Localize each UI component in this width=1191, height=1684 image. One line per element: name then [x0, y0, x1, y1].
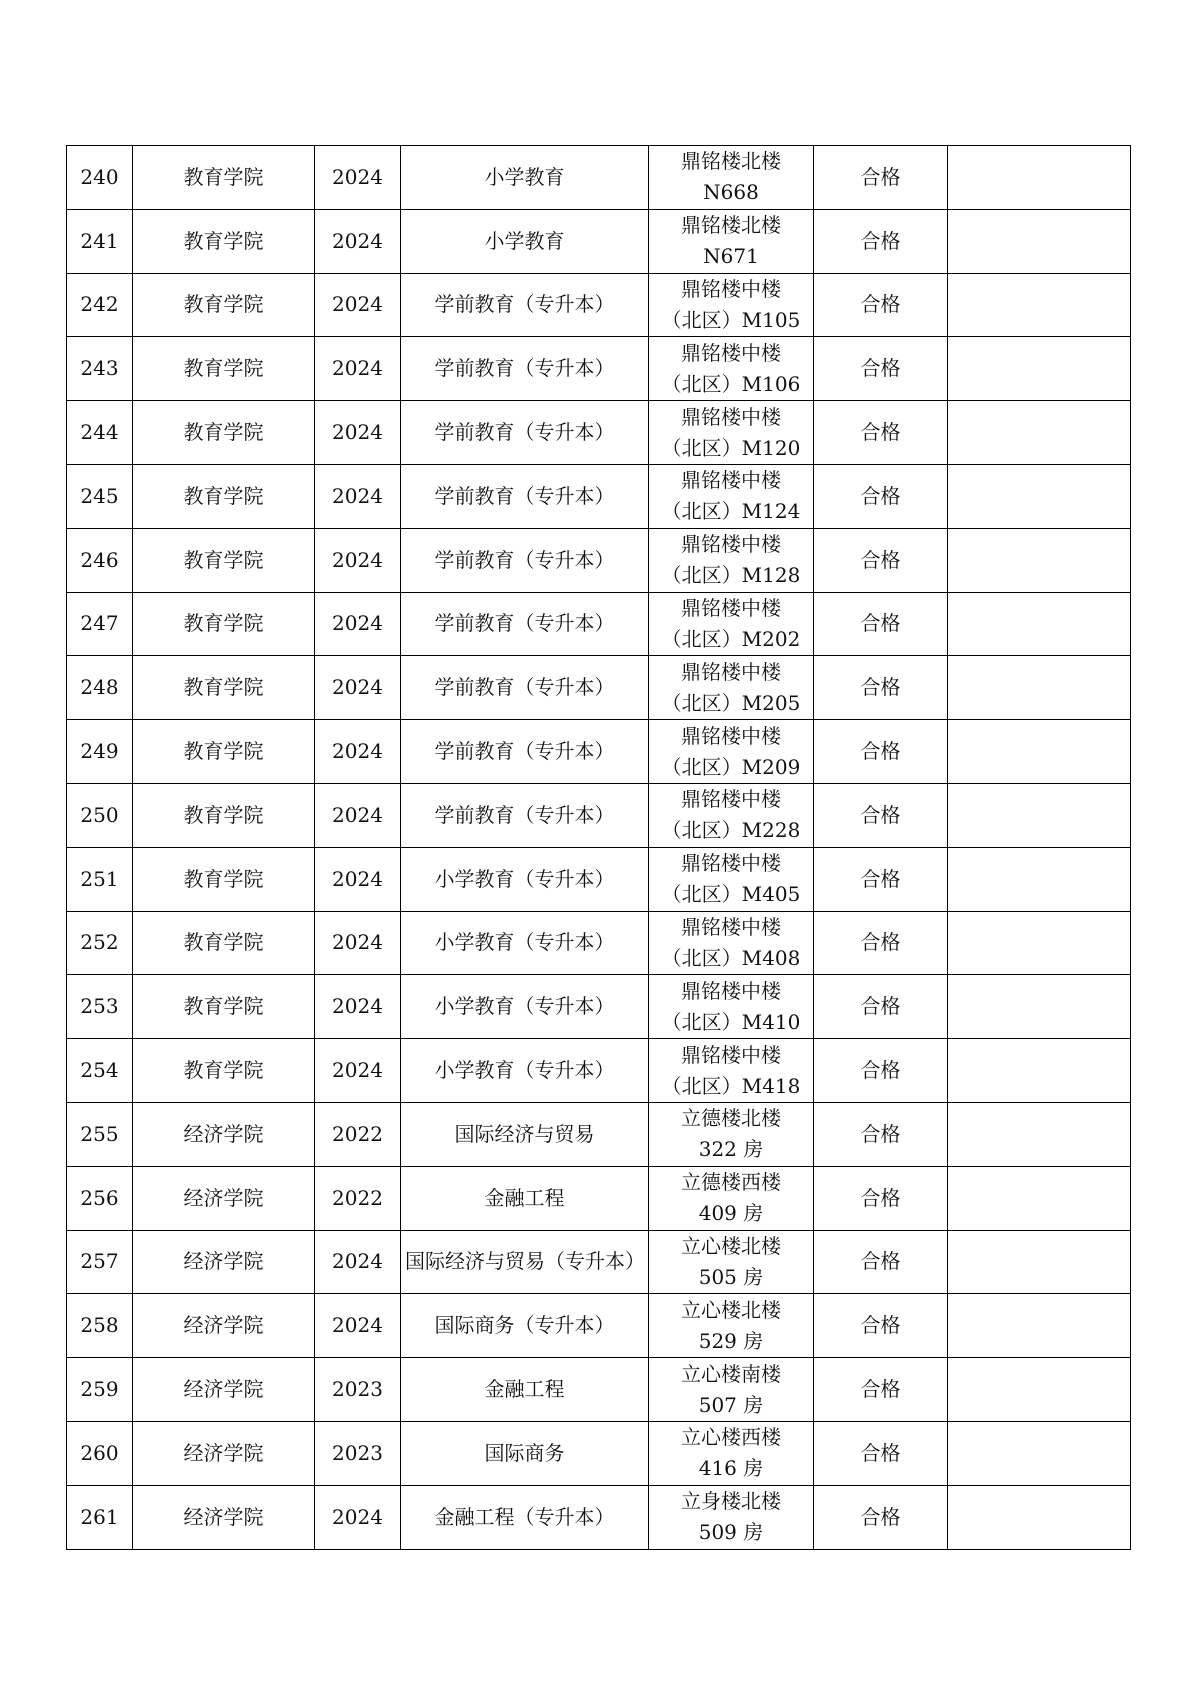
- grade-cell: 2024: [315, 847, 401, 911]
- table-row: [67, 1166, 1131, 1230]
- table-row: [67, 209, 1131, 273]
- result-cell: 合格: [814, 975, 948, 1039]
- result-cell: 合格: [814, 337, 948, 401]
- table-row: [67, 1421, 1131, 1485]
- dorm-room-cell: [649, 911, 814, 975]
- major-cell: 金融工程: [401, 1166, 649, 1230]
- note-cell: [948, 720, 1131, 784]
- dorm-room-cell: [649, 1166, 814, 1230]
- dorm-room-cell: [649, 1102, 814, 1166]
- dorm-room-number: （北区）M202: [661, 626, 801, 651]
- dorm-room-number: （北区）M410: [661, 1009, 801, 1034]
- note-cell: [948, 1039, 1131, 1103]
- grade-cell: 2024: [315, 209, 401, 273]
- table-row: [67, 1102, 1131, 1166]
- note-cell: [948, 337, 1131, 401]
- grade-cell: 2024: [315, 146, 401, 210]
- college-cell: 教育学院: [133, 528, 315, 592]
- row-number: 245: [67, 464, 133, 528]
- college-cell: 经济学院: [133, 1294, 315, 1358]
- row-number: 252: [67, 911, 133, 975]
- major-cell: 小学教育（专升本）: [401, 911, 649, 975]
- row-number: 242: [67, 273, 133, 337]
- result-cell: 合格: [814, 720, 948, 784]
- dorm-room-number: 322 房: [698, 1137, 764, 1162]
- grade-cell: 2024: [315, 911, 401, 975]
- table-row: [67, 464, 1131, 528]
- college-cell: 教育学院: [133, 464, 315, 528]
- major-cell: 学前教育（专升本）: [401, 401, 649, 465]
- table-row: [67, 401, 1131, 465]
- dorm-room-cell: [649, 273, 814, 337]
- grade-cell: 2024: [315, 1230, 401, 1294]
- table-row: [67, 146, 1131, 210]
- dorm-building: 鼎铭楼北楼: [681, 213, 781, 238]
- dorm-room-cell: [649, 528, 814, 592]
- grade-cell: 2024: [315, 401, 401, 465]
- college-cell: 教育学院: [133, 401, 315, 465]
- dorm-room-cell: [649, 847, 814, 911]
- major-cell: 国际经济与贸易（专升本）: [401, 1230, 649, 1294]
- grade-cell: 2023: [315, 1421, 401, 1485]
- college-cell: 教育学院: [133, 592, 315, 656]
- result-cell: 合格: [814, 1039, 948, 1103]
- note-cell: [948, 1485, 1131, 1549]
- college-cell: 经济学院: [133, 1230, 315, 1294]
- major-cell: 学前教育（专升本）: [401, 337, 649, 401]
- dorm-room-number: （北区）M120: [661, 435, 801, 460]
- row-number: 248: [67, 656, 133, 720]
- grade-cell: 2024: [315, 1294, 401, 1358]
- row-number: 247: [67, 592, 133, 656]
- dorm-building: 鼎铭楼北楼: [681, 149, 781, 174]
- dorm-room-cell: [649, 209, 814, 273]
- dorm-room-number: 416 房: [698, 1456, 764, 1481]
- college-cell: 教育学院: [133, 720, 315, 784]
- dorm-building: 立心楼北楼: [681, 1297, 781, 1322]
- major-cell: 小学教育: [401, 209, 649, 273]
- college-cell: 教育学院: [133, 146, 315, 210]
- result-cell: 合格: [814, 1230, 948, 1294]
- row-number: 254: [67, 1039, 133, 1103]
- row-number: 255: [67, 1102, 133, 1166]
- table-body: [67, 146, 1131, 1550]
- note-cell: [948, 464, 1131, 528]
- dorm-room-number: （北区）M105: [661, 307, 801, 332]
- note-cell: [948, 1230, 1131, 1294]
- college-cell: 经济学院: [133, 1358, 315, 1422]
- row-number: 240: [67, 146, 133, 210]
- result-cell: 合格: [814, 1102, 948, 1166]
- college-cell: 教育学院: [133, 847, 315, 911]
- row-number: 249: [67, 720, 133, 784]
- dorm-room-cell: [649, 401, 814, 465]
- major-cell: 学前教育（专升本）: [401, 783, 649, 847]
- note-cell: [948, 1166, 1131, 1230]
- result-cell: 合格: [814, 273, 948, 337]
- dorm-building: 立德楼西楼: [681, 1170, 781, 1195]
- grade-cell: 2022: [315, 1102, 401, 1166]
- major-cell: 学前教育（专升本）: [401, 592, 649, 656]
- result-cell: 合格: [814, 911, 948, 975]
- dorm-room-number: （北区）M128: [661, 563, 801, 588]
- dorm-room-cell: [649, 1039, 814, 1103]
- major-cell: 学前教育（专升本）: [401, 656, 649, 720]
- major-cell: 金融工程（专升本）: [401, 1485, 649, 1549]
- result-cell: 合格: [814, 783, 948, 847]
- note-cell: [948, 975, 1131, 1039]
- dorm-room-number: （北区）M205: [661, 690, 801, 715]
- table-row: [67, 1294, 1131, 1358]
- note-cell: [948, 592, 1131, 656]
- table-row: [67, 911, 1131, 975]
- dorm-room-number: 529 房: [698, 1328, 764, 1353]
- dorm-room-cell: [649, 720, 814, 784]
- dorm-room-cell: [649, 464, 814, 528]
- dorm-room-cell: [649, 1294, 814, 1358]
- college-cell: 教育学院: [133, 1039, 315, 1103]
- dorm-room-number: 507 房: [698, 1392, 764, 1417]
- dorm-room-cell: [649, 337, 814, 401]
- dorm-building: 鼎铭楼中楼: [681, 659, 781, 684]
- note-cell: [948, 528, 1131, 592]
- row-number: 253: [67, 975, 133, 1039]
- dorm-room-cell: [649, 1358, 814, 1422]
- dorm-building: 立身楼北楼: [681, 1489, 781, 1514]
- result-cell: 合格: [814, 1421, 948, 1485]
- table-row: [67, 592, 1131, 656]
- row-number: 260: [67, 1421, 133, 1485]
- dorm-room-number: （北区）M209: [661, 754, 801, 779]
- table-row: [67, 528, 1131, 592]
- table-row: [67, 1358, 1131, 1422]
- dorm-room-number: （北区）M106: [661, 371, 801, 396]
- dorm-building: 鼎铭楼中楼: [681, 532, 781, 557]
- note-cell: [948, 1358, 1131, 1422]
- dorm-room-number: （北区）M228: [661, 818, 801, 843]
- grade-cell: 2024: [315, 1039, 401, 1103]
- result-cell: 合格: [814, 656, 948, 720]
- dorm-room-cell: [649, 1230, 814, 1294]
- dorm-room-number: （北区）M408: [661, 945, 801, 970]
- result-cell: 合格: [814, 401, 948, 465]
- dorm-building: 立心楼北楼: [681, 1233, 781, 1258]
- dorm-room-number: （北区）M405: [661, 882, 801, 907]
- dorm-room-number: N671: [703, 244, 759, 269]
- grade-cell: 2024: [315, 720, 401, 784]
- row-number: 246: [67, 528, 133, 592]
- college-cell: 经济学院: [133, 1166, 315, 1230]
- row-number: 250: [67, 783, 133, 847]
- major-cell: 小学教育（专升本）: [401, 847, 649, 911]
- college-cell: 经济学院: [133, 1421, 315, 1485]
- grade-cell: 2024: [315, 528, 401, 592]
- dorm-building: 鼎铭楼中楼: [681, 276, 781, 301]
- row-number: 244: [67, 401, 133, 465]
- major-cell: 小学教育（专升本）: [401, 975, 649, 1039]
- row-number: 256: [67, 1166, 133, 1230]
- dorm-room-cell: [649, 592, 814, 656]
- note-cell: [948, 209, 1131, 273]
- college-cell: 教育学院: [133, 273, 315, 337]
- row-number: 258: [67, 1294, 133, 1358]
- dorm-building: 鼎铭楼中楼: [681, 723, 781, 748]
- inspection-results-table: [66, 145, 1131, 1550]
- dorm-room-cell: [649, 656, 814, 720]
- table-row: [67, 337, 1131, 401]
- result-cell: 合格: [814, 146, 948, 210]
- note-cell: [948, 1421, 1131, 1485]
- dorm-room-number: N668: [703, 180, 759, 205]
- grade-cell: 2024: [315, 337, 401, 401]
- result-cell: 合格: [814, 528, 948, 592]
- note-cell: [948, 656, 1131, 720]
- grade-cell: 2024: [315, 273, 401, 337]
- major-cell: 国际商务（专升本）: [401, 1294, 649, 1358]
- dorm-room-cell: [649, 1421, 814, 1485]
- dorm-building: 鼎铭楼中楼: [681, 851, 781, 876]
- row-number: 259: [67, 1358, 133, 1422]
- note-cell: [948, 783, 1131, 847]
- dorm-building: 鼎铭楼中楼: [681, 914, 781, 939]
- dorm-room-number: 505 房: [698, 1264, 764, 1289]
- table-row: [67, 847, 1131, 911]
- college-cell: 教育学院: [133, 337, 315, 401]
- dorm-room-cell: [649, 146, 814, 210]
- note-cell: [948, 847, 1131, 911]
- row-number: 241: [67, 209, 133, 273]
- dorm-building: 立德楼北楼: [681, 1106, 781, 1131]
- grade-cell: 2024: [315, 1485, 401, 1549]
- dorm-room-number: （北区）M124: [661, 499, 801, 524]
- dorm-building: 鼎铭楼中楼: [681, 978, 781, 1003]
- grade-cell: 2022: [315, 1166, 401, 1230]
- dorm-room-cell: [649, 783, 814, 847]
- result-cell: 合格: [814, 1485, 948, 1549]
- table-row: [67, 1039, 1131, 1103]
- row-number: 257: [67, 1230, 133, 1294]
- dorm-building: 立心楼南楼: [681, 1361, 781, 1386]
- major-cell: 小学教育: [401, 146, 649, 210]
- note-cell: [948, 401, 1131, 465]
- major-cell: 学前教育（专升本）: [401, 464, 649, 528]
- grade-cell: 2024: [315, 656, 401, 720]
- result-cell: 合格: [814, 209, 948, 273]
- college-cell: 教育学院: [133, 209, 315, 273]
- major-cell: 国际商务: [401, 1421, 649, 1485]
- major-cell: 学前教育（专升本）: [401, 273, 649, 337]
- grade-cell: 2024: [315, 783, 401, 847]
- result-cell: 合格: [814, 1294, 948, 1358]
- row-number: 243: [67, 337, 133, 401]
- dorm-building: 立心楼西楼: [681, 1425, 781, 1450]
- result-cell: 合格: [814, 1166, 948, 1230]
- dorm-room-number: 509 房: [698, 1520, 764, 1545]
- table-row: [67, 273, 1131, 337]
- major-cell: 小学教育（专升本）: [401, 1039, 649, 1103]
- table-row: [67, 783, 1131, 847]
- major-cell: 学前教育（专升本）: [401, 528, 649, 592]
- table-row: [67, 720, 1131, 784]
- dorm-building: 鼎铭楼中楼: [681, 340, 781, 365]
- grade-cell: 2024: [315, 592, 401, 656]
- note-cell: [948, 1102, 1131, 1166]
- major-cell: 学前教育（专升本）: [401, 720, 649, 784]
- row-number: 261: [67, 1485, 133, 1549]
- dorm-building: 鼎铭楼中楼: [681, 1042, 781, 1067]
- note-cell: [948, 273, 1131, 337]
- dorm-room-cell: [649, 975, 814, 1039]
- college-cell: 经济学院: [133, 1485, 315, 1549]
- college-cell: 教育学院: [133, 783, 315, 847]
- dorm-room-cell: [649, 1485, 814, 1549]
- note-cell: [948, 146, 1131, 210]
- grade-cell: 2024: [315, 464, 401, 528]
- table-row: [67, 656, 1131, 720]
- result-cell: 合格: [814, 592, 948, 656]
- college-cell: 经济学院: [133, 1102, 315, 1166]
- note-cell: [948, 1294, 1131, 1358]
- note-cell: [948, 911, 1131, 975]
- result-cell: 合格: [814, 1358, 948, 1422]
- table-row: [67, 1485, 1131, 1549]
- dorm-building: 鼎铭楼中楼: [681, 595, 781, 620]
- table-row: [67, 1230, 1131, 1294]
- row-number: 251: [67, 847, 133, 911]
- college-cell: 教育学院: [133, 656, 315, 720]
- grade-cell: 2024: [315, 975, 401, 1039]
- result-cell: 合格: [814, 847, 948, 911]
- dorm-room-number: 409 房: [698, 1201, 764, 1226]
- grade-cell: 2023: [315, 1358, 401, 1422]
- major-cell: 国际经济与贸易: [401, 1102, 649, 1166]
- college-cell: 教育学院: [133, 911, 315, 975]
- table-row: [67, 975, 1131, 1039]
- college-cell: 教育学院: [133, 975, 315, 1039]
- dorm-room-number: （北区）M418: [661, 1073, 801, 1098]
- major-cell: 金融工程: [401, 1358, 649, 1422]
- dorm-building: 鼎铭楼中楼: [681, 404, 781, 429]
- result-cell: 合格: [814, 464, 948, 528]
- dorm-building: 鼎铭楼中楼: [681, 468, 781, 493]
- dorm-building: 鼎铭楼中楼: [681, 787, 781, 812]
